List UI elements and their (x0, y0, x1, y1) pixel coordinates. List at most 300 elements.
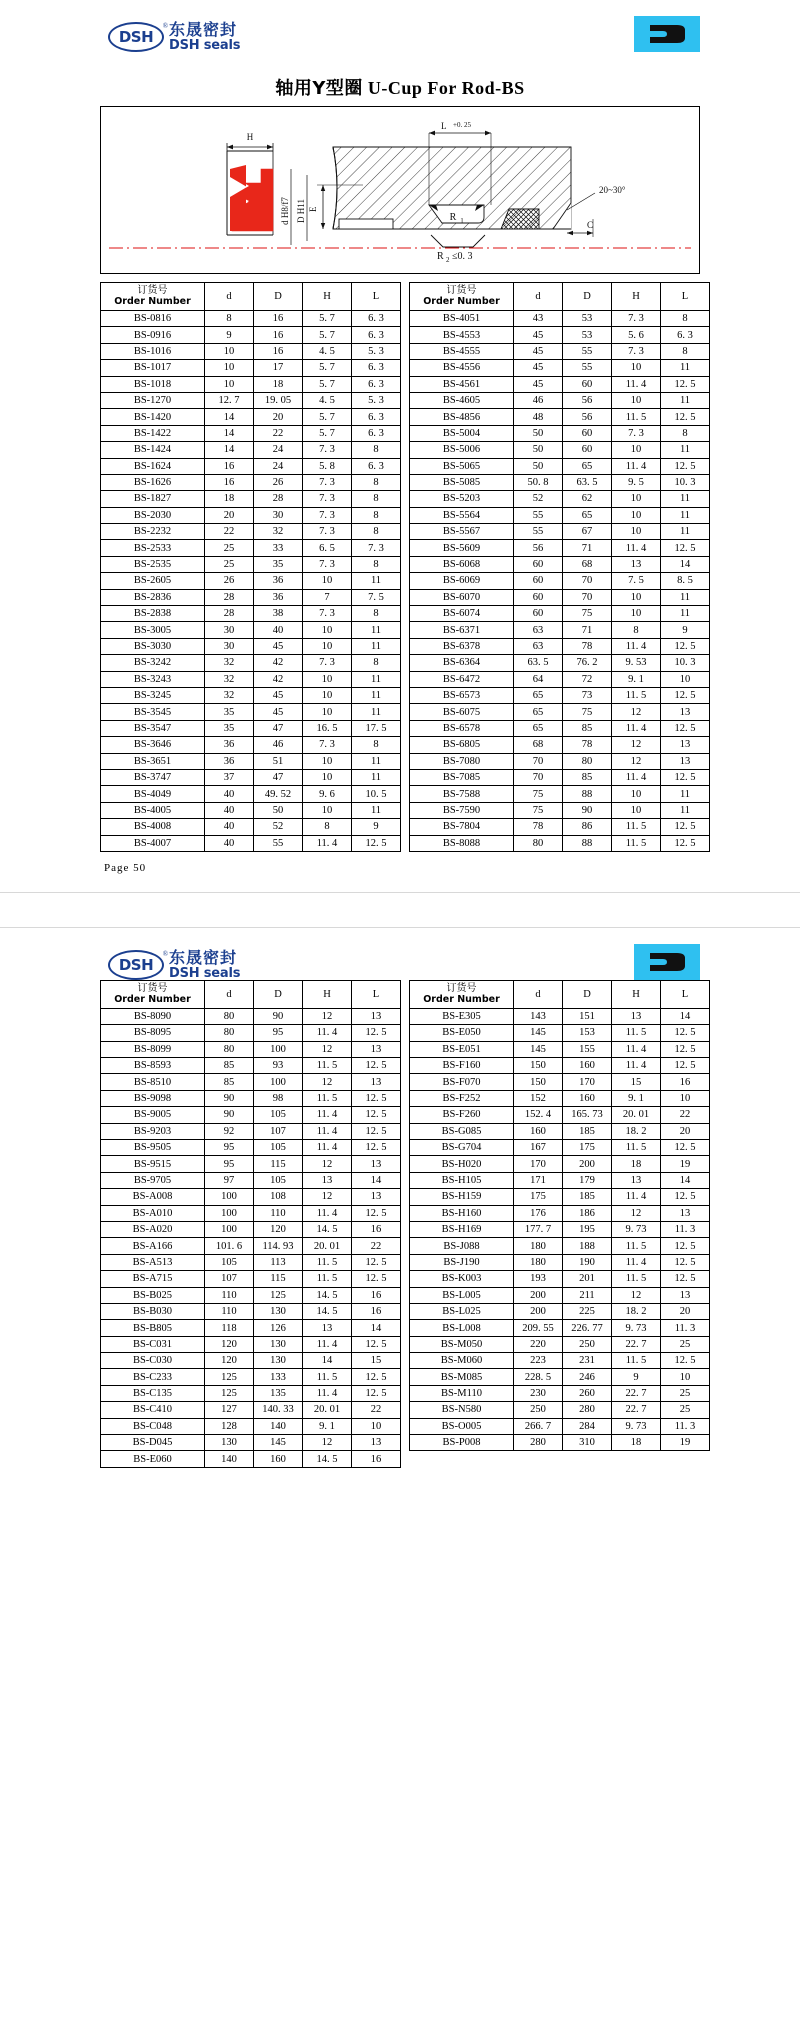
cell-order-number: BS-A020 (101, 1221, 205, 1237)
cell-order-number: BS-4005 (101, 802, 205, 818)
cell-d: 60 (514, 573, 563, 589)
cell-order-number: BS-4555 (410, 343, 514, 359)
cell-L: 19 (661, 1156, 710, 1172)
cell-order-number: BS-1016 (101, 343, 205, 359)
cell-L: 5. 3 (352, 392, 401, 408)
cell-L: 11 (661, 802, 710, 818)
cell-d: 10 (205, 343, 254, 359)
cell-d: 8 (205, 311, 254, 327)
cell-order-number: BS-3651 (101, 753, 205, 769)
cell-D: 63. 5 (563, 474, 612, 490)
brand-name-cn: 东晟密封 (169, 20, 238, 39)
cell-L: 12. 5 (352, 1271, 401, 1287)
cell-L: 8 (352, 655, 401, 671)
cell-d: 55 (514, 507, 563, 523)
col-d: d (205, 283, 254, 311)
cell-order-number: BS-7590 (410, 802, 514, 818)
table-row (410, 425, 710, 441)
cell-order-number: BS-H159 (410, 1189, 514, 1205)
cell-d: 80 (205, 1041, 254, 1057)
cell-H: 11. 5 (612, 1025, 661, 1041)
cell-L: 6. 3 (661, 327, 710, 343)
cell-D: 140 (254, 1418, 303, 1434)
table-row (101, 376, 401, 392)
cell-d: 120 (205, 1336, 254, 1352)
cell-H: 9. 5 (612, 474, 661, 490)
cell-d: 40 (205, 835, 254, 851)
cell-d: 32 (205, 655, 254, 671)
col-order-cn: 订货号 (137, 983, 168, 995)
technical-drawing (100, 106, 700, 274)
col-d: d (514, 980, 563, 1008)
cell-d: 120 (205, 1353, 254, 1369)
cell-D: 78 (563, 737, 612, 753)
table-row (101, 1205, 401, 1221)
cell-L: 11 (352, 769, 401, 785)
cell-D: 260 (563, 1385, 612, 1401)
cell-H: 5. 8 (303, 458, 352, 474)
cell-d: 28 (205, 606, 254, 622)
cell-L: 12. 5 (661, 1025, 710, 1041)
cell-D: 115 (254, 1271, 303, 1287)
cell-order-number: BS-M060 (410, 1353, 514, 1369)
cell-order-number: BS-M050 (410, 1336, 514, 1352)
cell-L: 12. 5 (661, 1254, 710, 1270)
table-row (101, 1189, 401, 1205)
cell-D: 108 (254, 1189, 303, 1205)
cell-D: 246 (563, 1369, 612, 1385)
cell-H: 7. 3 (303, 474, 352, 490)
cell-D: 42 (254, 671, 303, 687)
cell-L: 12. 5 (661, 1058, 710, 1074)
cell-D: 68 (563, 556, 612, 572)
cell-order-number: BS-A010 (101, 1205, 205, 1221)
cell-order-number: BS-9505 (101, 1140, 205, 1156)
cell-order-number: BS-4008 (101, 819, 205, 835)
cell-order-number: BS-D045 (101, 1435, 205, 1451)
cell-d: 177. 7 (514, 1221, 563, 1237)
page-header (90, 928, 710, 980)
cell-L: 11 (661, 606, 710, 622)
cell-order-number: BS-B030 (101, 1303, 205, 1319)
cell-H: 10 (612, 524, 661, 540)
brand-logo (108, 22, 240, 52)
cell-order-number: BS-2838 (101, 606, 205, 622)
cell-order-number: BS-3030 (101, 638, 205, 654)
cell-D: 110 (254, 1205, 303, 1221)
cell-d: 250 (514, 1402, 563, 1418)
col-order-number (410, 980, 514, 1008)
cell-D: 20 (254, 409, 303, 425)
cell-d: 110 (205, 1303, 254, 1319)
cell-L: 11 (352, 671, 401, 687)
cell-L: 12. 5 (661, 720, 710, 736)
cell-H: 11. 4 (303, 835, 352, 851)
cell-d: 50 (514, 425, 563, 441)
cell-D: 78 (563, 638, 612, 654)
table-row (101, 1336, 401, 1352)
cell-d: 45 (514, 360, 563, 376)
cell-order-number: BS-B805 (101, 1320, 205, 1336)
cell-L: 14 (352, 1320, 401, 1336)
table-row (410, 1435, 710, 1451)
cell-H: 11. 4 (612, 1058, 661, 1074)
table-row (410, 409, 710, 425)
cell-d: 40 (205, 802, 254, 818)
table-row (101, 442, 401, 458)
registered-icon: ® (162, 950, 168, 959)
cell-D: 280 (563, 1402, 612, 1418)
cell-D: 201 (563, 1271, 612, 1287)
table-row (410, 458, 710, 474)
cell-H: 7. 3 (303, 524, 352, 540)
cell-L: 25 (661, 1385, 710, 1401)
cell-H: 4. 5 (303, 343, 352, 359)
table-row (101, 704, 401, 720)
cell-D: 115 (254, 1156, 303, 1172)
cell-L: 9 (352, 819, 401, 835)
cell-L: 12. 5 (661, 687, 710, 703)
cell-order-number: BS-9098 (101, 1090, 205, 1106)
cell-d: 30 (205, 638, 254, 654)
cell-D: 53 (563, 327, 612, 343)
cell-L: 12. 5 (661, 638, 710, 654)
cell-H: 16. 5 (303, 720, 352, 736)
cell-order-number: BS-2232 (101, 524, 205, 540)
cell-L: 12. 5 (352, 1369, 401, 1385)
table-row (410, 1074, 710, 1090)
cell-H: 14. 5 (303, 1221, 352, 1237)
cell-H: 9. 73 (612, 1320, 661, 1336)
cell-order-number: BS-2605 (101, 573, 205, 589)
cell-d: 160 (514, 1123, 563, 1139)
cell-d: 100 (205, 1221, 254, 1237)
cell-H: 11. 5 (303, 1369, 352, 1385)
page-2 (90, 928, 710, 1468)
u-cup-cross-section-diagram (101, 107, 699, 272)
cell-D: 105 (254, 1172, 303, 1188)
cell-H: 10 (612, 606, 661, 622)
svg-text:2: 2 (446, 256, 450, 264)
cell-D: 22 (254, 425, 303, 441)
cell-d: 50. 8 (514, 474, 563, 490)
cell-L: 16 (352, 1287, 401, 1303)
table-row (101, 1058, 401, 1074)
cell-L: 12. 5 (352, 1058, 401, 1074)
cell-H: 22. 7 (612, 1336, 661, 1352)
cell-L: 8 (352, 474, 401, 490)
cell-order-number: BS-C410 (101, 1402, 205, 1418)
spec-table-right-page1 (409, 282, 710, 852)
cell-L: 10. 5 (352, 786, 401, 802)
cell-H: 11. 4 (612, 540, 661, 556)
cell-order-number: BS-C233 (101, 1369, 205, 1385)
table-row (410, 311, 710, 327)
cell-D: 225 (563, 1303, 612, 1319)
page-header (90, 0, 710, 62)
cell-d: 10 (205, 360, 254, 376)
cell-H: 13 (303, 1320, 352, 1336)
table-row (410, 1402, 710, 1418)
cell-H: 10 (612, 442, 661, 458)
logo-oval-text: DSH (118, 28, 154, 47)
cell-L: 8 (661, 311, 710, 327)
cell-H: 11. 4 (303, 1140, 352, 1156)
cell-order-number: BS-8088 (410, 835, 514, 851)
cell-L: 11 (352, 704, 401, 720)
table-row (101, 360, 401, 376)
table-row (101, 819, 401, 835)
cell-H: 5. 7 (303, 425, 352, 441)
table-row (410, 802, 710, 818)
cell-D: 105 (254, 1107, 303, 1123)
cell-L: 12. 5 (661, 835, 710, 851)
cell-L: 10. 3 (661, 474, 710, 490)
cell-D: 126 (254, 1320, 303, 1336)
table-row (101, 589, 401, 605)
cell-d: 40 (205, 786, 254, 802)
cell-L: 22 (661, 1107, 710, 1123)
cell-L: 14 (661, 1008, 710, 1024)
cell-order-number: BS-N580 (410, 1402, 514, 1418)
cell-order-number: BS-6573 (410, 687, 514, 703)
cell-H: 11. 5 (303, 1090, 352, 1106)
cell-D: 55 (563, 343, 612, 359)
cell-order-number: BS-C031 (101, 1336, 205, 1352)
table-row (410, 1058, 710, 1074)
cell-L: 8. 5 (661, 573, 710, 589)
cell-D: 105 (254, 1140, 303, 1156)
table-row (101, 1041, 401, 1057)
table-row (101, 1123, 401, 1139)
cell-L: 25 (661, 1402, 710, 1418)
cell-d: 14 (205, 425, 254, 441)
cell-d: 64 (514, 671, 563, 687)
cell-d: 90 (205, 1090, 254, 1106)
cell-D: 231 (563, 1353, 612, 1369)
cell-H: 9. 1 (612, 1090, 661, 1106)
cell-L: 14 (661, 556, 710, 572)
cell-D: 60 (563, 425, 612, 441)
col-L: L (352, 980, 401, 1008)
cell-D: 24 (254, 442, 303, 458)
cell-order-number: BS-2533 (101, 540, 205, 556)
cell-L: 7. 5 (352, 589, 401, 605)
table-row (101, 606, 401, 622)
cell-D: 53 (563, 311, 612, 327)
cell-L: 13 (661, 1287, 710, 1303)
cell-order-number: BS-B025 (101, 1287, 205, 1303)
cell-L: 11 (352, 622, 401, 638)
cell-order-number: BS-5564 (410, 507, 514, 523)
cell-L: 11 (661, 589, 710, 605)
table-header-row (101, 283, 401, 311)
cell-H: 11. 5 (303, 1058, 352, 1074)
cell-d: 130 (205, 1435, 254, 1451)
table-row (101, 524, 401, 540)
cell-H: 7 (303, 589, 352, 605)
cell-H: 13 (612, 1172, 661, 1188)
cell-D: 226. 77 (563, 1320, 612, 1336)
cell-L: 5. 3 (352, 343, 401, 359)
table-row (410, 1156, 710, 1172)
cell-order-number: BS-4553 (410, 327, 514, 343)
cell-d: 97 (205, 1172, 254, 1188)
cell-H: 7. 3 (303, 507, 352, 523)
cell-H: 22. 7 (612, 1402, 661, 1418)
cell-D: 36 (254, 573, 303, 589)
cell-D: 250 (563, 1336, 612, 1352)
cell-D: 75 (563, 704, 612, 720)
table-row (101, 458, 401, 474)
cell-H: 7. 5 (612, 573, 661, 589)
cell-H: 14. 5 (303, 1451, 352, 1467)
table-row (410, 474, 710, 490)
cell-L: 12. 5 (352, 1140, 401, 1156)
cell-order-number: BS-H105 (410, 1172, 514, 1188)
cell-H: 20. 01 (303, 1238, 352, 1254)
cell-d: 50 (514, 458, 563, 474)
table-row (410, 720, 710, 736)
cell-d: 26 (205, 573, 254, 589)
cell-L: 11 (352, 687, 401, 703)
cell-order-number: BS-F260 (410, 1107, 514, 1123)
cell-order-number: BS-1270 (101, 392, 205, 408)
svg-text:D H11: D H11 (296, 199, 306, 223)
cell-order-number: BS-9203 (101, 1123, 205, 1139)
cell-H: 11. 4 (612, 1041, 661, 1057)
table-row (101, 556, 401, 572)
cell-D: 45 (254, 687, 303, 703)
page1-tables (90, 282, 710, 852)
cell-H: 11. 4 (612, 1189, 661, 1205)
cell-d: 60 (514, 556, 563, 572)
cell-L: 12. 5 (352, 1254, 401, 1270)
cell-D: 65 (563, 458, 612, 474)
cell-D: 190 (563, 1254, 612, 1270)
page-separator (0, 892, 800, 928)
cell-H: 18. 2 (612, 1123, 661, 1139)
cell-H: 11. 5 (303, 1254, 352, 1270)
table-row (410, 1172, 710, 1188)
table-row (410, 1221, 710, 1237)
table-row (410, 491, 710, 507)
cell-order-number: BS-7085 (410, 769, 514, 785)
cell-d: 32 (205, 687, 254, 703)
cell-L: 11 (352, 753, 401, 769)
cell-D: 86 (563, 819, 612, 835)
cell-L: 11 (661, 392, 710, 408)
cell-L: 6. 3 (352, 360, 401, 376)
cell-D: 170 (563, 1074, 612, 1090)
cell-H: 12 (303, 1008, 352, 1024)
cell-D: 52 (254, 819, 303, 835)
table-body (410, 311, 710, 852)
cell-order-number: BS-E060 (101, 1451, 205, 1467)
cell-order-number: BS-9515 (101, 1156, 205, 1172)
table-row (101, 622, 401, 638)
cell-D: 98 (254, 1090, 303, 1106)
cell-D: 56 (563, 409, 612, 425)
cell-H: 11. 4 (612, 769, 661, 785)
cell-d: 32 (205, 671, 254, 687)
cell-d: 95 (205, 1156, 254, 1172)
cell-d: 43 (514, 311, 563, 327)
cell-d: 140 (205, 1451, 254, 1467)
cell-d: 35 (205, 704, 254, 720)
cell-order-number: BS-1422 (101, 425, 205, 441)
table-row (101, 1140, 401, 1156)
table-row (410, 769, 710, 785)
table-row (410, 819, 710, 835)
cell-H: 14. 5 (303, 1287, 352, 1303)
cell-d: 152 (514, 1090, 563, 1106)
cell-d: 128 (205, 1418, 254, 1434)
cell-D: 47 (254, 769, 303, 785)
cell-D: 60 (563, 376, 612, 392)
table-row (410, 1336, 710, 1352)
cell-D: 211 (563, 1287, 612, 1303)
table-row (101, 737, 401, 753)
table-row (410, 1123, 710, 1139)
cell-L: 8 (352, 556, 401, 572)
table-row (410, 671, 710, 687)
table-row (410, 1271, 710, 1287)
cell-d: 10 (205, 376, 254, 392)
table-row (410, 1418, 710, 1434)
cell-L: 10 (661, 671, 710, 687)
dsh-oval-icon (108, 950, 168, 980)
cell-d: 46 (514, 392, 563, 408)
cell-L: 12. 5 (352, 1336, 401, 1352)
cell-d: 223 (514, 1353, 563, 1369)
cell-L: 6. 3 (352, 327, 401, 343)
brand-text (169, 947, 241, 981)
cell-order-number: BS-F070 (410, 1074, 514, 1090)
cell-d: 125 (205, 1369, 254, 1385)
cell-D: 32 (254, 524, 303, 540)
cell-H: 11. 5 (612, 1353, 661, 1369)
cell-D: 73 (563, 687, 612, 703)
cell-L: 13 (352, 1156, 401, 1172)
cell-L: 25 (661, 1336, 710, 1352)
cell-d: 150 (514, 1074, 563, 1090)
col-D: D (563, 980, 612, 1008)
cell-order-number: BS-O005 (410, 1418, 514, 1434)
cell-L: 10 (352, 1418, 401, 1434)
table-row (101, 1025, 401, 1041)
table-row (410, 737, 710, 753)
cell-d: 100 (205, 1205, 254, 1221)
cell-order-number: BS-4856 (410, 409, 514, 425)
cell-order-number: BS-4556 (410, 360, 514, 376)
cell-order-number: BS-1624 (101, 458, 205, 474)
cell-order-number: BS-6378 (410, 638, 514, 654)
cell-d: 36 (205, 737, 254, 753)
col-d: d (205, 980, 254, 1008)
cell-D: 16 (254, 343, 303, 359)
cell-D: 85 (563, 769, 612, 785)
table-row (101, 327, 401, 343)
cell-d: 60 (514, 589, 563, 605)
cell-L: 12. 5 (661, 1238, 710, 1254)
cell-d: 200 (514, 1287, 563, 1303)
cell-d: 75 (514, 802, 563, 818)
cell-d: 30 (205, 622, 254, 638)
cell-L: 11 (352, 573, 401, 589)
cell-order-number: BS-7804 (410, 819, 514, 835)
cell-order-number: BS-6578 (410, 720, 514, 736)
